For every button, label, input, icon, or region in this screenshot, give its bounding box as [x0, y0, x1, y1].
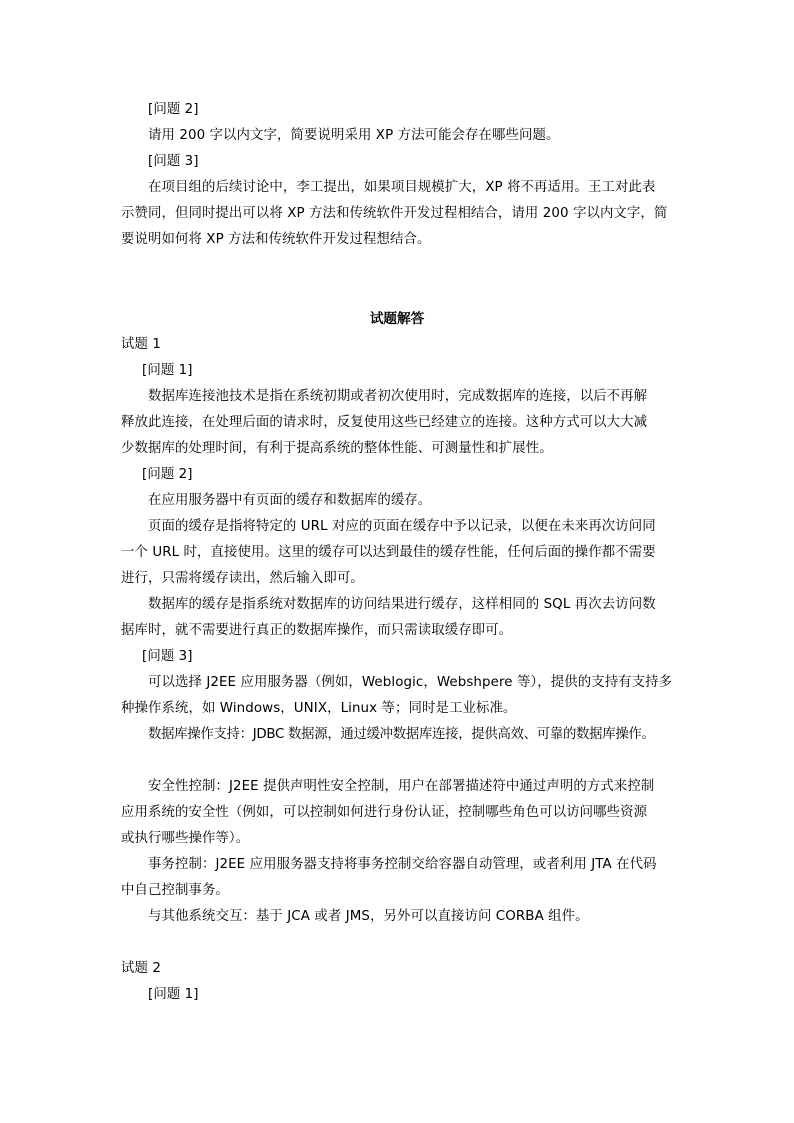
- t1-q3-text-line: 安全性控制：J2EE 提供声明性安全控制，用户在部署描述符中通过声明的方式来控制: [148, 779, 655, 794]
- t1-q2-paragraph: 在应用服务器中有页面的缓存和数据库的缓存。: [148, 493, 432, 508]
- prev-q2-label: [问题 2]: [148, 102, 199, 117]
- t1-q2-text-line: 据库时，就不需要进行真正的数据库操作，而只需读取缓存即可。: [121, 623, 513, 638]
- prev-q3-text-line: 要说明如何将 XP 方法和传统软件开发过程想结合。: [121, 232, 431, 247]
- t1-q2-text-line: 页面的缓存是指将特定的 URL 对应的页面在缓存中予以记录，以便在未来再次访问同: [148, 519, 656, 534]
- prev-q3-label: [问题 3]: [148, 154, 199, 169]
- t1-q2-text-line: 数据库的缓存是指系统对数据库的访问结果进行缓存，这样相同的 SQL 再次去访问数: [148, 597, 656, 612]
- question-2-label: 试题 2: [121, 961, 161, 976]
- t1-q3-text-line: 或执行哪些操作等）。: [121, 831, 250, 846]
- t1-q3-text-line: 事务控制：J2EE 应用服务器支持将事务控制交给容器自动管理，或者利用 JTA 在代码: [148, 857, 657, 872]
- t1-q3-text-line: 种操作系统，如 Windows，UNIX，Linux 等；同时是工业标准。: [121, 701, 517, 716]
- t1-q1-text-line: 少数据库的处理时间，有利于提高系统的整体性能、可测量性和扩展性。: [121, 441, 553, 456]
- t1-q3-text-line: 可以选择 J2EE 应用服务器（例如，Weblogic，Webshpere 等），提供的支持有支持多: [148, 675, 673, 690]
- t1-q1-text-line: 释放此连接，在处理后面的请求时，反复使用这些已经建立的连接。这种方式可以大大减: [121, 415, 648, 430]
- section-title: 试题解答: [369, 311, 425, 327]
- t1-q1-label: [问题 1]: [142, 363, 193, 378]
- question-1-label: 试题 1: [121, 337, 161, 352]
- t1-q2-text-line: 一个 URL 时，直接使用。这里的缓存可以达到最佳的缓存性能，任何后面的操作都不需要: [121, 545, 656, 560]
- prev-q3-text-line: 示赞同，但同时提出可以将 XP 方法和传统软件开发过程相结合，请用 200 字以内文字，简: [121, 206, 668, 221]
- t1-q3-paragraph: 数据库操作支持：JDBC 数据源，通过缓冲数据库连接，提供高效、可靠的数据库操作。: [148, 727, 655, 742]
- t1-q2-label: [问题 2]: [142, 467, 193, 482]
- t2-q1-label: [问题 1]: [148, 987, 199, 1002]
- prev-q3-text-line: 在项目组的后续讨论中，李工提出，如果项目规模扩大，XP 将不再适用。王工对此表: [148, 180, 656, 195]
- t1-q3-paragraph: 与其他系统交互：基于 JCA 或者 JMS，另外可以直接访问 CORBA 组件。: [148, 909, 589, 924]
- t1-q2-text-line: 进行，只需将缓存读出，然后输入即可。: [121, 571, 364, 586]
- t1-q3-text-line: 中自己控制事务。: [121, 883, 229, 898]
- t1-q3-label: [问题 3]: [142, 649, 193, 664]
- t1-q3-text-line: 应用系统的安全性（例如，可以控制如何进行身份认证，控制哪些角色可以访问哪些资源: [121, 805, 648, 820]
- prev-q2-text: 请用 200 字以内文字，简要说明采用 XP 方法可能会存在哪些问题。: [148, 128, 560, 143]
- t1-q1-text-line: 数据库连接池技术是指在系统初期或者初次使用时，完成数据库的连接，以后不再解: [148, 389, 648, 404]
